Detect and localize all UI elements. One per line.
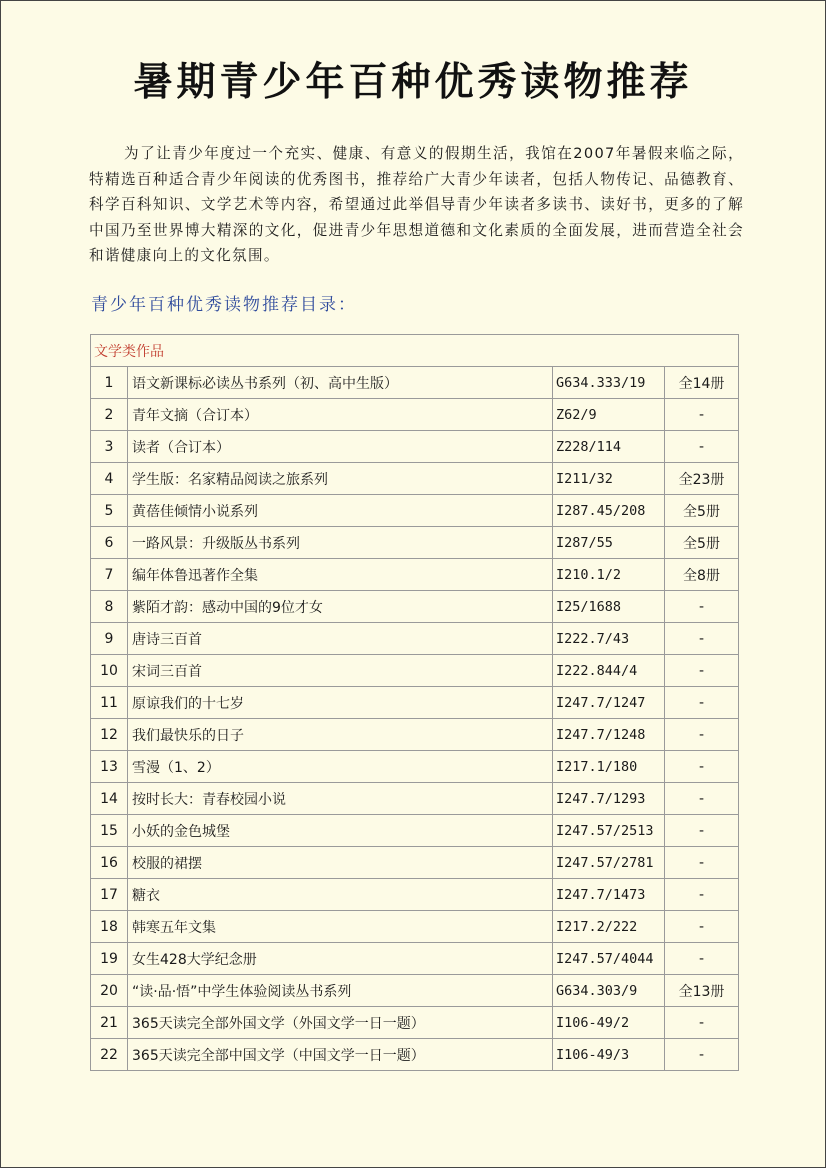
book-title: 一路风景：升级版丛书系列 bbox=[128, 527, 553, 559]
table-row bbox=[91, 879, 739, 911]
book-title: 按时长大：青春校园小说 bbox=[128, 783, 553, 815]
volume-count: 全13册 bbox=[665, 975, 739, 1007]
row-number: 18 bbox=[91, 911, 128, 943]
call-number: I247.7/1293 bbox=[553, 783, 665, 815]
volume-count: - bbox=[665, 719, 739, 751]
volume-count: - bbox=[665, 687, 739, 719]
table-row bbox=[91, 431, 739, 463]
volume-count: 全5册 bbox=[665, 495, 739, 527]
call-number: I210.1/2 bbox=[553, 559, 665, 591]
page-title: 暑期青少年百种优秀读物推荐 bbox=[133, 60, 693, 105]
row-number: 17 bbox=[91, 879, 128, 911]
row-number: 14 bbox=[91, 783, 128, 815]
table-row bbox=[91, 847, 739, 879]
call-number: I247.7/1248 bbox=[553, 719, 665, 751]
book-title: 青年文摘（合订本） bbox=[128, 399, 553, 431]
call-number: I247.7/1247 bbox=[553, 687, 665, 719]
book-title: “读·品·悟”中学生体验阅读丛书系列 bbox=[128, 975, 553, 1007]
volume-count: - bbox=[665, 943, 739, 975]
table-row bbox=[91, 1007, 739, 1039]
volume-count: - bbox=[665, 1007, 739, 1039]
row-number: 9 bbox=[91, 623, 128, 655]
table-row bbox=[91, 911, 739, 943]
book-title: 紫陌才韵：感动中国的9位才女 bbox=[128, 591, 553, 623]
call-number: I247.7/1473 bbox=[553, 879, 665, 911]
volume-count: - bbox=[665, 847, 739, 879]
row-number: 21 bbox=[91, 1007, 128, 1039]
row-number: 1 bbox=[91, 367, 128, 399]
table-row bbox=[91, 591, 739, 623]
volume-count: 全8册 bbox=[665, 559, 739, 591]
volume-count: - bbox=[665, 623, 739, 655]
book-title: 365天读完全部外国文学（外国文学一日一题） bbox=[128, 1007, 553, 1039]
book-title: 校服的裙摆 bbox=[128, 847, 553, 879]
table-row bbox=[91, 367, 739, 399]
volume-count: 全23册 bbox=[665, 463, 739, 495]
catalog-heading: 青少年百种优秀读物推荐目录： bbox=[91, 295, 357, 315]
table-row bbox=[91, 463, 739, 495]
volume-count: - bbox=[665, 751, 739, 783]
table-row bbox=[91, 943, 739, 975]
intro-paragraph: 为了让青少年度过一个充实、健康、有意义的假期生活，我馆在2007年暑假来临之际，特精选百种适合青少年阅读的优秀图书，推荐给广大青少年读者，包括人物传记、品德教育、科学百科知识、文学艺术等内容，希望通过此举倡导青少年读者多读书、读好书，更多的了解中国乃至世界博大精深的文化，促进青少年思想道德和文化素质的全面发展，进而营造全社会和谐健康向上的文化氛围。 bbox=[89, 145, 744, 264]
call-number: I287/55 bbox=[553, 527, 665, 559]
volume-count: - bbox=[665, 783, 739, 815]
book-title: 唐诗三百首 bbox=[128, 623, 553, 655]
volume-count: - bbox=[665, 815, 739, 847]
row-number: 3 bbox=[91, 431, 128, 463]
table-row bbox=[91, 623, 739, 655]
book-title: 宋词三百首 bbox=[128, 655, 553, 687]
volume-count: - bbox=[665, 879, 739, 911]
row-number: 7 bbox=[91, 559, 128, 591]
book-title: 语文新课标必读丛书系列（初、高中生版） bbox=[128, 367, 553, 399]
book-title: 我们最快乐的日子 bbox=[128, 719, 553, 751]
book-title: 365天读完全部中国文学（中国文学一日一题） bbox=[128, 1039, 553, 1071]
book-title: 黄蓓佳倾情小说系列 bbox=[128, 495, 553, 527]
table-row bbox=[91, 495, 739, 527]
table-row bbox=[91, 719, 739, 751]
row-number: 22 bbox=[91, 1039, 128, 1071]
table-row bbox=[91, 1039, 739, 1071]
call-number: I25/1688 bbox=[553, 591, 665, 623]
volume-count: - bbox=[665, 399, 739, 431]
table-row bbox=[91, 399, 739, 431]
call-number: Z62/9 bbox=[553, 399, 665, 431]
row-number: 19 bbox=[91, 943, 128, 975]
call-number: I106-49/3 bbox=[553, 1039, 665, 1071]
row-number: 8 bbox=[91, 591, 128, 623]
section-label: 文学类作品 bbox=[91, 335, 739, 367]
table-row bbox=[91, 559, 739, 591]
call-number: I217.2/222 bbox=[553, 911, 665, 943]
volume-count: - bbox=[665, 591, 739, 623]
volume-count: 全14册 bbox=[665, 367, 739, 399]
volume-count: - bbox=[665, 1039, 739, 1071]
book-title: 读者（合订本） bbox=[128, 431, 553, 463]
row-number: 12 bbox=[91, 719, 128, 751]
volume-count: - bbox=[665, 655, 739, 687]
call-number: I287.45/208 bbox=[553, 495, 665, 527]
call-number: I211/32 bbox=[553, 463, 665, 495]
book-title: 糖衣 bbox=[128, 879, 553, 911]
call-number: I222.844/4 bbox=[553, 655, 665, 687]
book-table bbox=[90, 334, 739, 1071]
table-row bbox=[91, 687, 739, 719]
row-number: 15 bbox=[91, 815, 128, 847]
row-number: 11 bbox=[91, 687, 128, 719]
book-title: 雪漫（1、2） bbox=[128, 751, 553, 783]
table-row bbox=[91, 527, 739, 559]
row-number: 10 bbox=[91, 655, 128, 687]
call-number: G634.333/19 bbox=[553, 367, 665, 399]
table-row bbox=[91, 751, 739, 783]
table-row bbox=[91, 975, 739, 1007]
row-number: 2 bbox=[91, 399, 128, 431]
row-number: 13 bbox=[91, 751, 128, 783]
table-row bbox=[91, 815, 739, 847]
row-number: 16 bbox=[91, 847, 128, 879]
table-row bbox=[91, 655, 739, 687]
volume-count: - bbox=[665, 431, 739, 463]
section-row bbox=[91, 335, 739, 367]
call-number: I217.1/180 bbox=[553, 751, 665, 783]
row-number: 6 bbox=[91, 527, 128, 559]
call-number: I247.57/2513 bbox=[553, 815, 665, 847]
call-number: Z228/114 bbox=[553, 431, 665, 463]
call-number: I106-49/2 bbox=[553, 1007, 665, 1039]
call-number: I222.7/43 bbox=[553, 623, 665, 655]
book-title: 编年体鲁迅著作全集 bbox=[128, 559, 553, 591]
volume-count: - bbox=[665, 911, 739, 943]
volume-count: 全5册 bbox=[665, 527, 739, 559]
call-number: G634.303/9 bbox=[553, 975, 665, 1007]
call-number: I247.57/4044 bbox=[553, 943, 665, 975]
book-title: 小妖的金色城堡 bbox=[128, 815, 553, 847]
row-number: 4 bbox=[91, 463, 128, 495]
call-number: I247.57/2781 bbox=[553, 847, 665, 879]
book-title: 学生版：名家精品阅读之旅系列 bbox=[128, 463, 553, 495]
book-title: 女生428大学纪念册 bbox=[128, 943, 553, 975]
row-number: 5 bbox=[91, 495, 128, 527]
row-number: 20 bbox=[91, 975, 128, 1007]
book-title: 原谅我们的十七岁 bbox=[128, 687, 553, 719]
table-row bbox=[91, 783, 739, 815]
book-title: 韩寒五年文集 bbox=[128, 911, 553, 943]
